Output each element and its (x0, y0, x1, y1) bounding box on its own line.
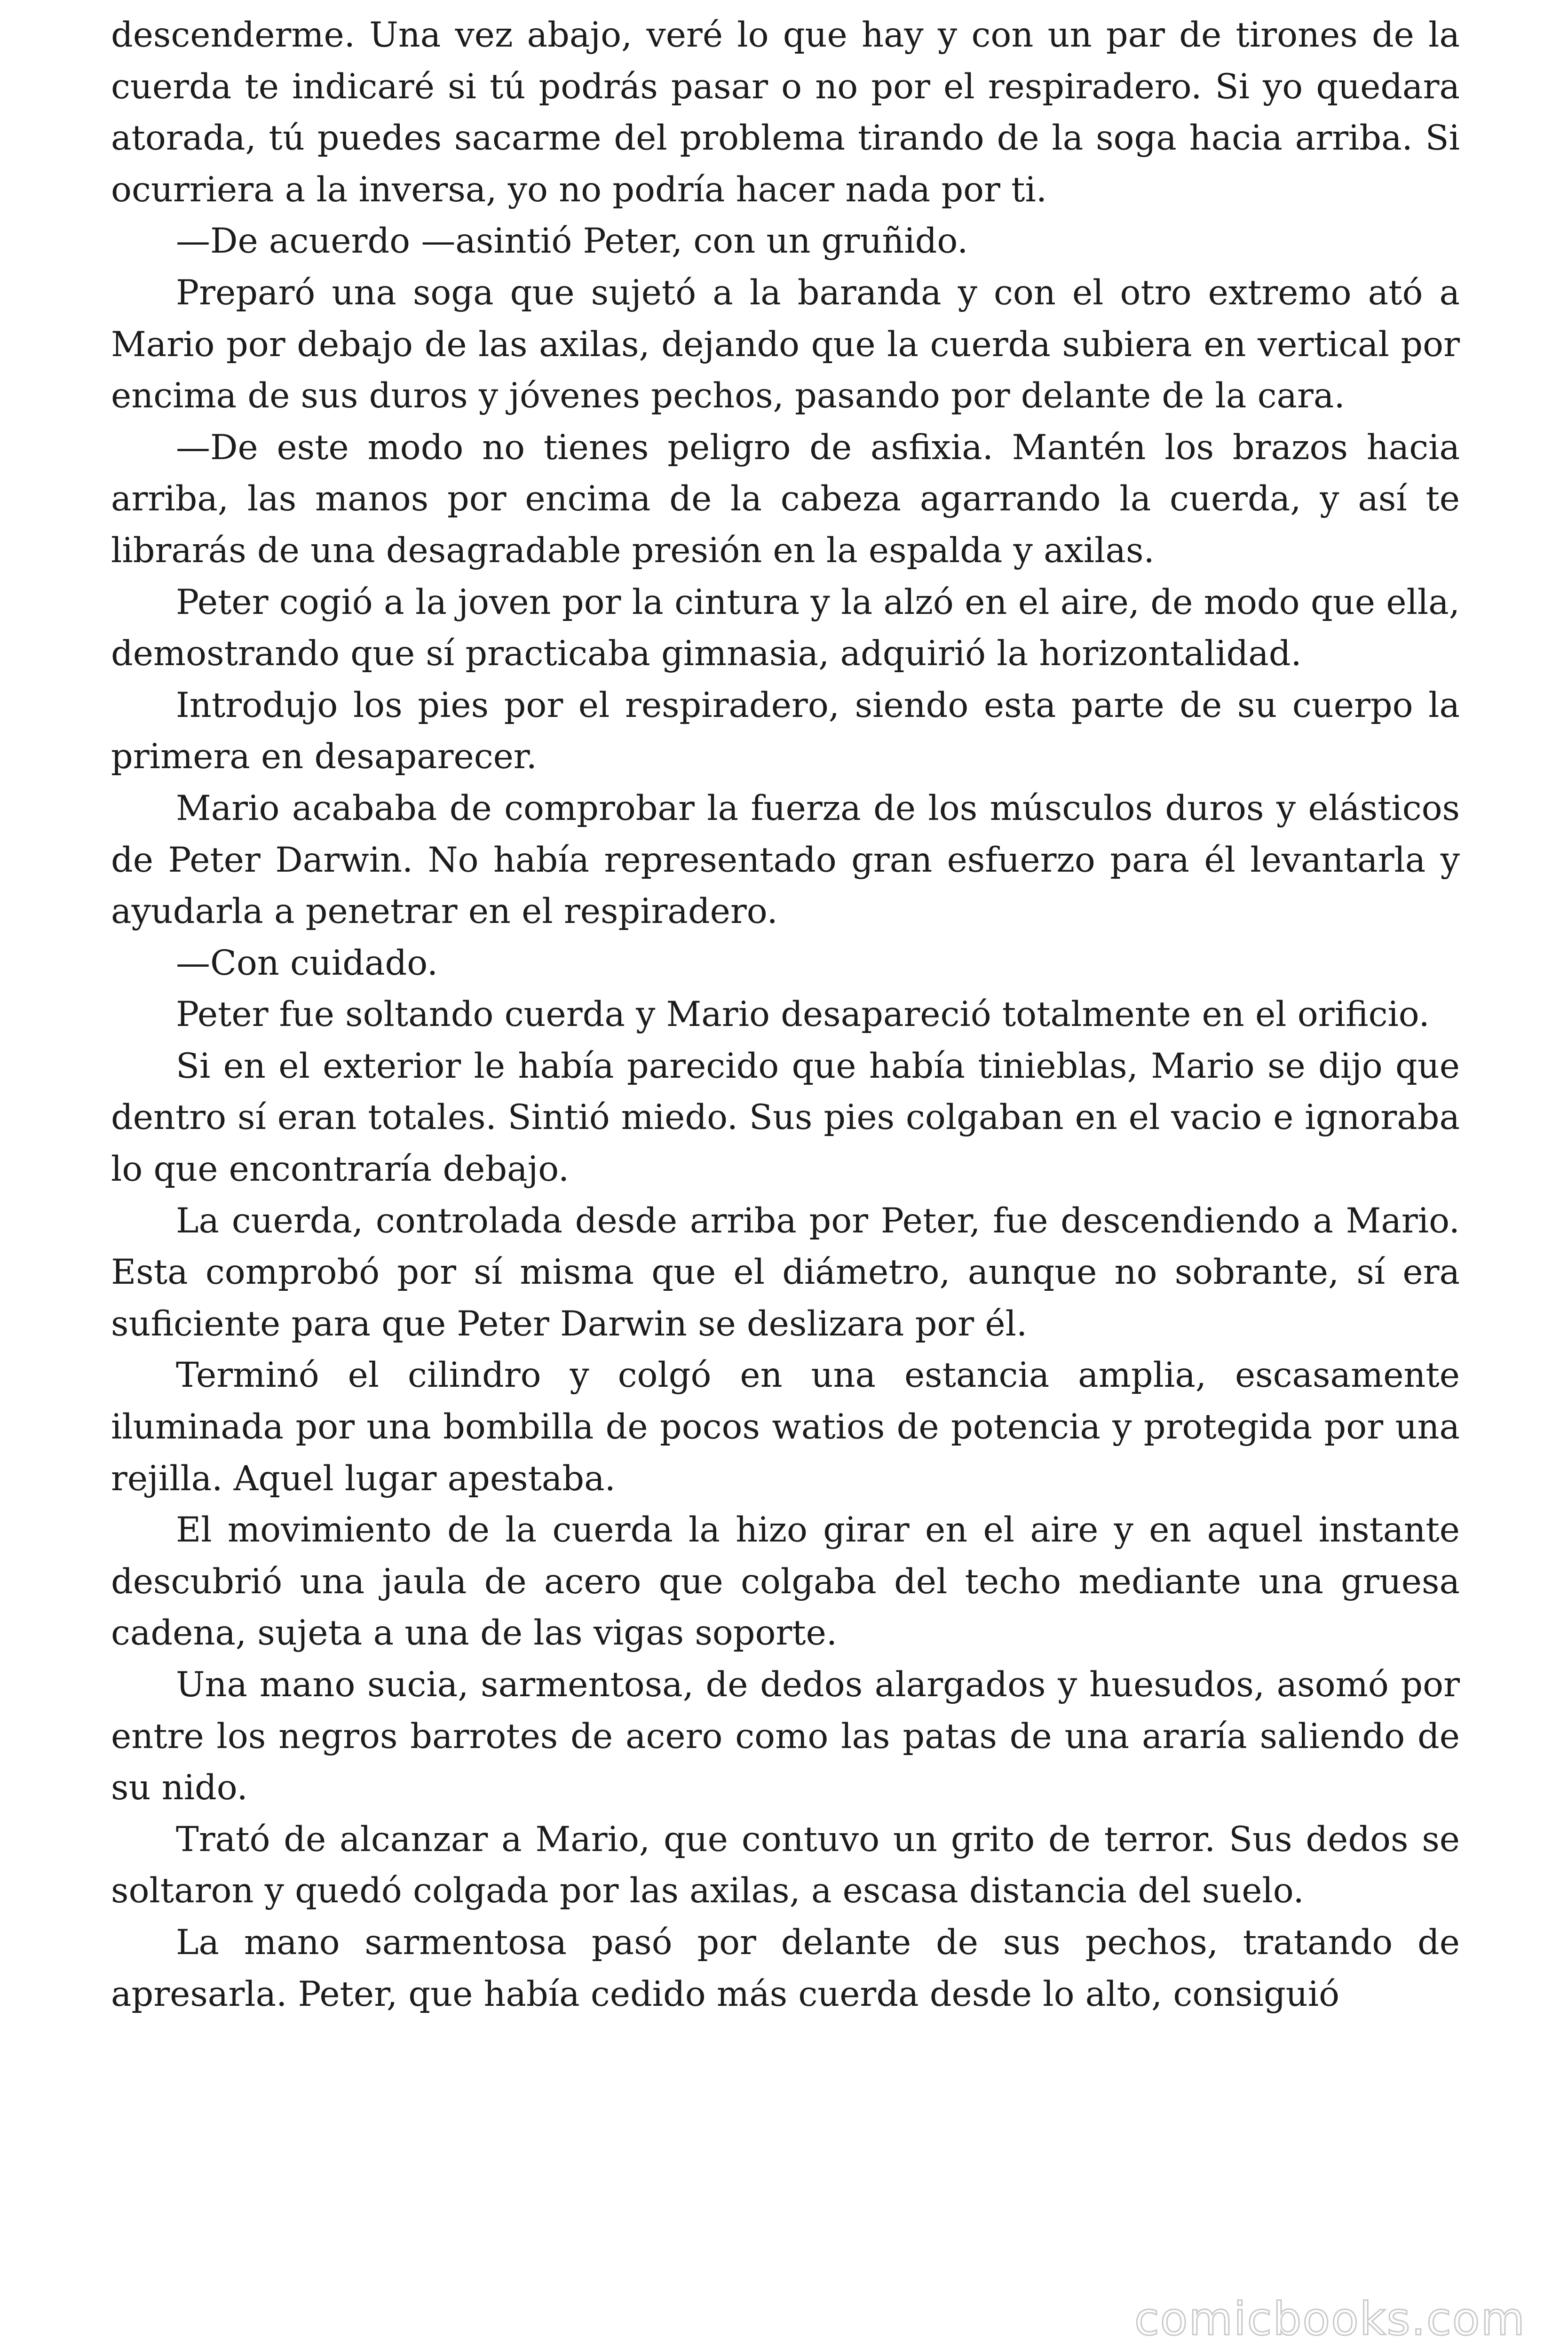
paragraph: —Con cuidado. (176, 943, 438, 983)
paragraph: —De acuerdo —asintió Peter, con un gruñido. (176, 221, 968, 262)
paragraph: Peter cogió a la joven por la cintura y la alzó en el aire, de modo que ella, demostrando que sí practicaba gimnasia, adquirió la horizontalidad. (111, 582, 1460, 674)
paragraph: —De este modo no tienes peligro de asfixia. Mantén los brazos hacia arriba, las manos por encima de la cabeza agarrando la cuerda, y así te librarás de una desagradable presión en la espalda y axilas. (111, 427, 1460, 571)
paragraph: Preparó una soga que sujetó a la baranda y con el otro extremo ató a Mario por debajo de las axilas, dejando que la cuerda subiera en vertical por encima de sus duros y jóvenes pechos, pasando por delante de la cara. (111, 272, 1460, 416)
paragraph: Terminó el cilindro y colgó en una estancia amplia, escasamente iluminada por una bombilla de pocos watios de potencia y protegida por una rejilla. Aquel lugar apestaba. (111, 1355, 1460, 1499)
paragraph: Mario acababa de comprobar la fuerza de los músculos duros y elásticos de Peter Darwin. No había representado gran esfuerzo para él levantarla y ayudarla a penetrar en el respiradero. (111, 788, 1460, 932)
paragraph: El movimiento de la cuerda la hizo girar en el aire y en aquel instante descubrió una jaula de acero que colgaba del techo mediante una gruesa cadena, sujeta a una de las vigas soporte. (111, 1510, 1460, 1653)
paragraph: Introdujo los pies por el respiradero, siendo esta parte de su cuerpo la primera en desaparecer. (111, 685, 1460, 777)
paragraph: Trató de alcanzar a Mario, que contuvo un grito de terror. Sus dedos se soltaron y quedó colgada por las axilas, a escasa distancia del suelo. (111, 1819, 1460, 1911)
watermark: comicbooks.com (1134, 2293, 1526, 2345)
page-text (111, 9, 1460, 2020)
paragraph: La cuerda, controlada desde arriba por Peter, fue descendiendo a Mario. Esta comprobó por sí misma que el diámetro, aunque no sobrante, sí era suficiente para que Peter Darwin se deslizara por él. (111, 1200, 1460, 1344)
paragraph-last: La mano sarmentosa pasó por delante de sus pechos, tratando de apresarla. Peter, que había cedido más cuerda desde lo alto, consiguió (111, 1922, 1460, 2014)
paragraph-continued: descenderme. Una vez abajo, veré lo que hay y con un par de tirones de la cuerda te indicaré si tú podrás pasar o no por el respiradero. Si yo quedara atorada, tú puedes sacarme del problema tirando de la soga hacia arriba. Si ocurriera a la inversa, yo no podría hacer nada por ti. (111, 15, 1460, 210)
paragraph: Una mano sucia, sarmentosa, de dedos alargados y huesudos, asomó por entre los negros barrotes de acero como las patas de una araría saliendo de su nido. (111, 1665, 1460, 1808)
paragraph: Peter fue soltando cuerda y Mario desapareció totalmente en el orificio. (176, 994, 1430, 1035)
paragraph: Si en el exterior le había parecido que había tinieblas, Mario se dijo que dentro sí eran totales. Sintió miedo. Sus pies colgaban en el vacio e ignoraba lo que encontraría debajo. (111, 1046, 1460, 1190)
